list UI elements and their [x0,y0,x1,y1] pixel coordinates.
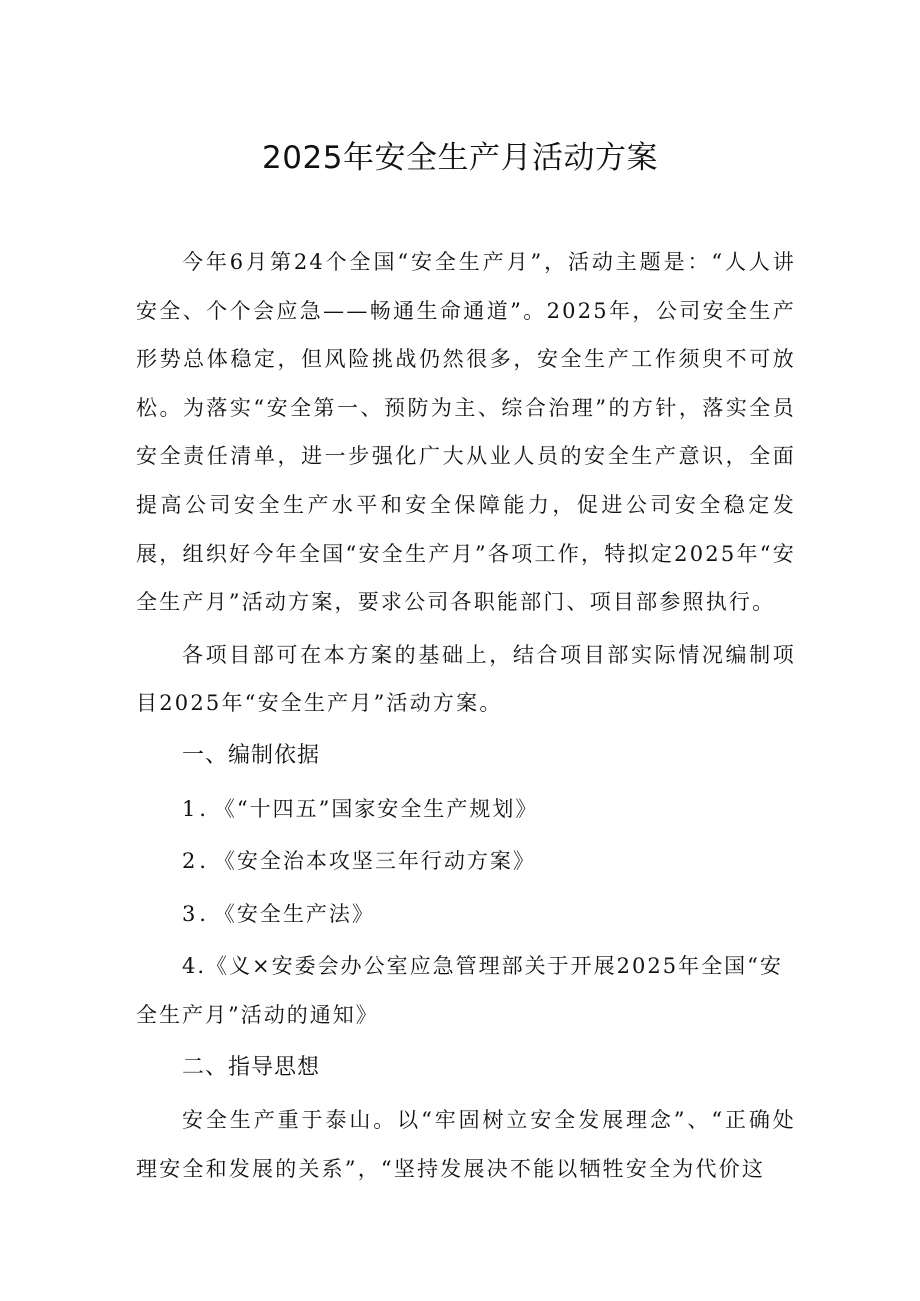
basis-item [136,890,796,939]
basis-item-number: 3． [182,901,225,926]
section-heading-basis: 一、编制依据 [182,742,321,768]
basis-item-number: 4. [182,954,207,979]
basis-item-text: 《安全治本攻坚三年行动方案》 [224,849,536,874]
section-heading-guiding-ideology: 二、指导思想 [182,1054,321,1080]
basis-item-text: 《“十四五”国家安全生产规划》 [224,796,539,821]
intro-paragraph: 今年6月第24个全国“安全生产月”，活动主题是：“人人讲安全、个个会应急——畅通生命通道”。2025年，公司安全生产形势总体稳定，但风险挑战仍然很多，安全生产工作须臾不可放松。为落实“安全第一、预防为主、综合治理”的方针，落实全员安全责任清单，进一步强化广大从业人员的安全生产意识，全面提高公司安全生产水平和安全保障能力，促进公司安全稳定发展，组织好今年全国“安全生产月”各项工作，特拟定2025年“安全生产月”活动方案，要求公司各职能部门、项目部参照执行。 [136,250,796,615]
guiding-ideology-paragraph: 安全生产重于泰山。以“牢固树立安全发展理念”、“正确处理安全和发展的关系”，“坚持发展决不能以牺牲安全为代价这 [136,1108,796,1181]
document-body [136,238,796,1197]
second-paragraph: 各项目部可在本方案的基础上，结合项目部实际情况编制项目2025年“安全生产月”活动方案。 [136,642,796,716]
basis-item [136,942,796,1039]
basis-item-number: 1． [182,796,225,821]
basis-item-text: 《义×安委会办公室应急管理部关于开展2025年全国“安全生产月”活动的通知》 [136,954,783,1027]
basis-item-number: 2． [182,849,225,874]
document-title: 2025年安全生产月活动方案 [262,140,658,176]
basis-item-text: 《安全生产法》 [224,901,375,926]
basis-item [136,785,796,834]
basis-item [136,837,796,886]
